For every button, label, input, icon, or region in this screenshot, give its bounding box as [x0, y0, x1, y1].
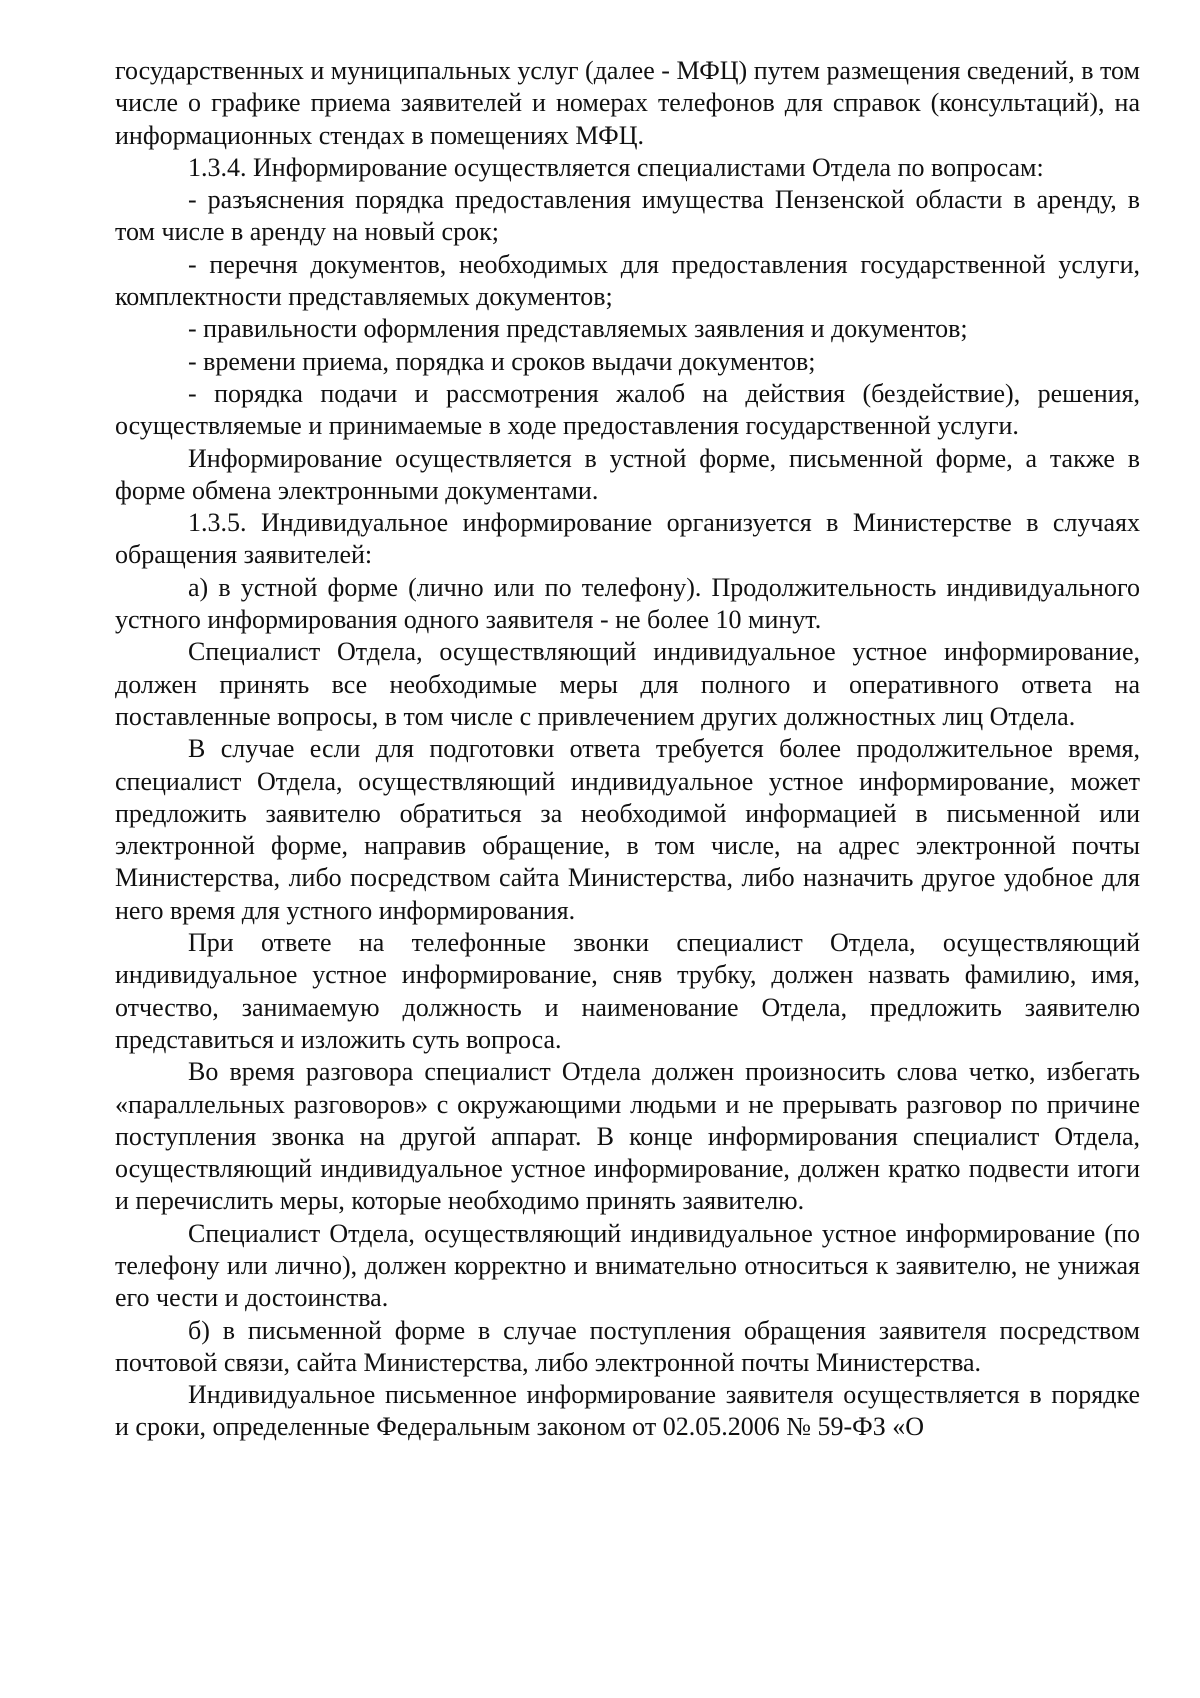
- paragraph-written-procedure: Индивидуальное письменное информирование заявителя осуществляется в порядке и сроки, определенные Федеральным законом от 02.05.2006 № 59-ФЗ «О: [115, 1380, 1140, 1442]
- paragraph-conversation: Во время разговора специалист Отдела должен произносить слова четко, избегать «параллельных разговоров» с окружающими людьми и не прерывать разговор по причине поступления звонка на другой аппарат. В конце информирования специалист Отдела, осуществляющий индивидуальное устное информирование, должен кратко подвести итоги и перечислить меры, которые необходимо принять заявителю.: [115, 1057, 1140, 1216]
- paragraph-1-3-5: 1.3.5. Индивидуальное информирование организуется в Министерстве в случаях обращения заявителей:: [115, 508, 1140, 570]
- paragraph-oral-form: а) в устной форме (лично или по телефону). Продолжительность индивидуального устного информирования одного заявителя - не более 10 минут.: [115, 572, 1140, 635]
- list-item-explanation: - разъяснения порядка предоставления имущества Пензенской области в аренду, в том числе в аренду на новый срок;: [115, 185, 1140, 247]
- list-item-documents: - перечня документов, необходимых для предоставления государственной услуги, комплектности представляемых документов;: [115, 249, 1140, 312]
- paragraph-1-3-4: 1.3.4. Информирование осуществляется специалистами Отдела по вопросам:: [188, 152, 1044, 182]
- paragraph-specialist-measures: Специалист Отдела, осуществляющий индивидуальное устное информирование, должен принять все необходимые меры для полного и оперативного ответа на поставленные вопросы, в том числе с привлечением других должностных лиц Отдела.: [115, 637, 1140, 731]
- paragraph-forms: Информирование осуществляется в устной форме, письменной форме, а также в форме обмена электронными документами.: [115, 443, 1140, 505]
- list-item-complaints: - порядка подачи и рассмотрения жалоб на действия (бездействие), решения, осуществляемые и принимаемые в ходе предоставления государственной услуги.: [115, 378, 1140, 441]
- paragraph-mfc-info: государственных и муниципальных услуг (далее - МФЦ) путем размещения сведений, в том числе о графике приема заявителей и номерах телефонов для справок (консультаций), на информационных стендах в помещениях МФЦ.: [115, 56, 1140, 150]
- document-body: [115, 55, 1140, 1444]
- list-item-reception-time: - времени приема, порядка и сроков выдачи документов;: [188, 346, 816, 376]
- list-item-correctness: - правильности оформления представляемых заявления и документов;: [188, 314, 968, 344]
- paragraph-longer-time: В случае если для подготовки ответа требуется более продолжительное время, специалист Отдела, осуществляющий индивидуальное устное информирование, может предложить заявителю обратиться за необходимой информацией в письменной или электронной форме, направив обращение, в том числе, на адрес электронной почты Министерства, либо посредством сайта Министерства, либо назначить другое удобное для него время для устного информирования.: [115, 734, 1140, 925]
- paragraph-courtesy: Специалист Отдела, осуществляющий индивидуальное устное информирование (по телефону или лично), должен корректно и внимательно относиться к заявителю, не унижая его чести и достоинства.: [115, 1218, 1140, 1313]
- paragraph-phone-calls: При ответе на телефонные звонки специалист Отдела, осуществляющий индивидуальное устное информирование, сняв трубку, должен назвать фамилию, имя, отчество, занимаемую должность и наименование Отдела, предложить заявителю представиться и изложить суть вопроса.: [115, 928, 1140, 1054]
- paragraph-written-form: б) в письменной форме в случае поступления обращения заявителя посредством почтовой связи, сайта Министерства, либо электронной почты Министерства.: [115, 1315, 1140, 1377]
